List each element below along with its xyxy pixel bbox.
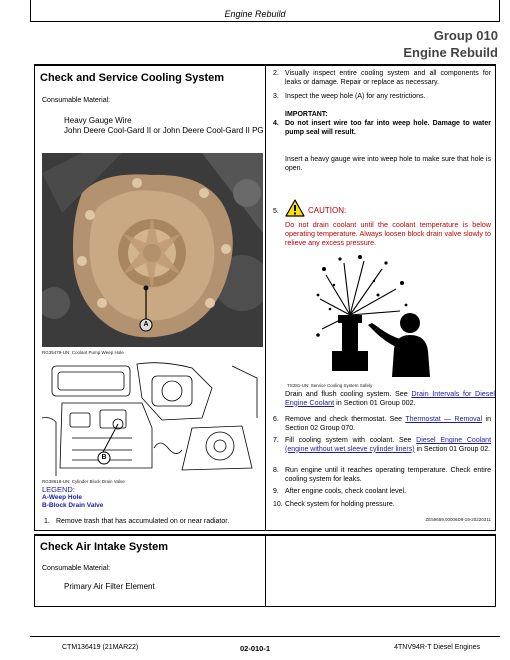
- section2-title: Check Air Intake System: [40, 541, 168, 553]
- column-divider: [265, 64, 266, 531]
- step-7: [273, 437, 491, 454]
- caution-text: Do not drain coolant until the coolant temperature is below operating temperature. Always loosen block drain valve slowly to relieve any excess pressure.: [285, 220, 491, 247]
- figure2-caption: RG38618-UN: Cylinder Block Drain Valve: [42, 479, 125, 484]
- step-1-text: Remove trash that has accumulated on or near radiator.: [56, 518, 230, 525]
- callout-a-label: A: [143, 321, 149, 328]
- step-7-text: [285, 437, 491, 454]
- figure1-caption: RG35479-UN: Coolant Pump Weep Hole: [42, 350, 124, 355]
- section2-bottom-rule: [34, 606, 496, 607]
- step-10-text: Check system for holding pressure.: [285, 501, 395, 508]
- legend-title: LEGEND:: [42, 485, 75, 494]
- section2-column-divider: [265, 534, 266, 607]
- section2-right-rule: [495, 534, 496, 607]
- legend-item-drain-valve: B-Block Drain Valve: [42, 502, 104, 509]
- step-1-number: 1.: [44, 518, 50, 525]
- drain-text-post: in Section 01 Group 002.: [336, 397, 416, 407]
- material-coolant: John Deere Cool-Gard II or John Deere Cool-Gard II PG: [64, 126, 264, 135]
- step-6: [273, 416, 491, 433]
- footer-page-number: 02-010-1: [240, 644, 271, 653]
- step-8-text: Run engine until it reaches operating temperature. Check entire cooling system for leaks.: [285, 467, 491, 483]
- legend-item-weep-hole: A-Weep Hole: [42, 494, 82, 501]
- drain-flush-paragraph: [285, 390, 495, 407]
- section1-right-rule: [495, 64, 496, 531]
- step-2-text: Visually inspect entire cooling system and all components for leaks or damage. Repair or replace as necessary.: [285, 70, 491, 86]
- step-4-number: 4.: [273, 120, 279, 127]
- section2-left-rule: [34, 534, 35, 607]
- callout-b-label: B: [101, 454, 107, 461]
- step-3-text: Inspect the weep hole (A) for any restrictions.: [285, 93, 426, 100]
- step-5-number: 5.: [273, 208, 279, 215]
- header-rule: [30, 21, 500, 22]
- section2-consumable-label: Consumable Material:: [42, 565, 111, 572]
- caution-heading: [273, 199, 346, 217]
- step-7-number: 7.: [273, 437, 279, 444]
- footer-engine-model: 4TNV94R-T Diesel Engines: [394, 644, 480, 651]
- material-wire: Heavy Gauge Wire: [64, 116, 132, 125]
- step-6-number: 6.: [273, 416, 279, 423]
- step-10-number: 10.: [273, 501, 283, 508]
- section1-bottom-rule: [34, 530, 496, 531]
- thermostat-removal-link[interactable]: Thermostat — Removal: [405, 416, 483, 423]
- step-9: [273, 488, 491, 497]
- important-label: IMPORTANT:: [285, 111, 328, 118]
- material-air-filter: Primary Air Filter Element: [64, 582, 155, 591]
- warning-triangle-icon: [285, 199, 305, 217]
- footer-rule: [30, 636, 500, 637]
- drain-text-pre: Drain and flush cooling system. See: [285, 389, 408, 398]
- footer-document-id: CTM136419 (21MAR22): [62, 644, 139, 651]
- reference-code: ZE59659,00006D9-19-20220311: [425, 517, 491, 522]
- step-2-number: 2.: [273, 70, 279, 77]
- step-3: [273, 93, 491, 102]
- step-9-number: 9.: [273, 488, 279, 495]
- block-drain-valve-drawing: [42, 358, 263, 478]
- step-3-number: 3.: [273, 93, 279, 100]
- step-6-post: in Section 02 Group 070.: [285, 416, 491, 432]
- diesel-engine-coolant-link[interactable]: Diesel Engine Coolant (engine without wet sleeve cylinder liners): [285, 437, 492, 453]
- section1-left-rule: [34, 64, 35, 531]
- insert-wire-paragraph: Insert a heavy gauge wire into weep hole to make sure that hole is open.: [285, 156, 491, 172]
- group-number: Group 010: [433, 28, 498, 43]
- step-2: [273, 70, 491, 87]
- step-4-text: Do not insert wire too far into weep hole. Damage to water pump seal will result.: [285, 120, 491, 136]
- step-6-pre: Remove and check thermostat. See: [285, 416, 403, 423]
- drain-intervals-link[interactable]: Drain Intervals for Diesel Engine Coolant: [285, 389, 495, 407]
- step-7-pre: Fill cooling system with coolant. See: [285, 437, 412, 444]
- group-name: Engine Rebuild: [403, 45, 498, 60]
- step-8-number: 8.: [273, 467, 279, 474]
- consumable-label: Consumable Material:: [42, 97, 111, 104]
- step-10: [273, 501, 491, 510]
- safety-figure-caption: TS281-UN: Service Cooling System Safely: [287, 383, 373, 388]
- section1-title: Check and Service Cooling System: [40, 72, 225, 84]
- step-7-post: in Section 01 Group 02.: [416, 445, 491, 453]
- step-4: [273, 120, 491, 137]
- step-6-text: [285, 416, 491, 433]
- step-9-text: After engine cools, check coolant level.: [285, 488, 407, 495]
- caution-word: CAUTION:: [308, 206, 347, 215]
- coolant-spray-safety-illustration: [316, 255, 440, 377]
- running-title: Engine Rebuild: [224, 9, 286, 19]
- step-1: [44, 518, 264, 527]
- step-8: [273, 467, 491, 484]
